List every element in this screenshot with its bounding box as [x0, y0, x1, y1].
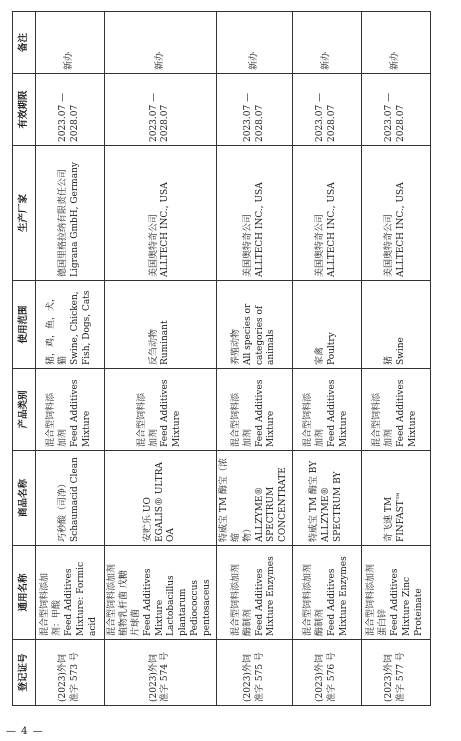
cell-category — [105, 369, 217, 451]
cell-line: (2023)外饲 — [242, 654, 253, 702]
header-manufacturer: 生产厂家 — [13, 146, 36, 281]
cell-line: 植物乳杆菌 戊糖 — [118, 570, 129, 636]
cell-line: 混合型饲料添加剂 — [366, 563, 377, 636]
cell-line: 2028.07 — [327, 104, 338, 142]
cell-line: (2023)外饲 — [148, 654, 159, 702]
cell-line: SPECTRUM BY — [333, 471, 344, 542]
table-row — [105, 12, 217, 706]
cell-line: Mixture: Formic — [75, 561, 86, 636]
cell-line: 2028.07 — [70, 104, 80, 142]
cell-line: 加剂 — [148, 428, 159, 447]
cell-cert-no — [216, 640, 292, 706]
cell-cert-no — [36, 640, 105, 706]
header-validity: 有效期限 — [13, 74, 36, 146]
cell-line: Mixture — [154, 599, 165, 636]
table-header-row — [13, 12, 36, 706]
cell-line: 准字 574 号 — [160, 652, 171, 702]
header-remark: 备注 — [13, 12, 36, 74]
cell-line: 准字 576 号 — [327, 652, 338, 702]
cell-line: 养殖动物 — [230, 328, 241, 365]
cell-line: FINFAST™ — [396, 491, 407, 542]
cell-brand-name — [362, 451, 431, 546]
cell-line: All species or — [242, 303, 253, 365]
cell-remark: 新办 — [216, 12, 292, 74]
cell-line: 加剂 — [384, 428, 395, 447]
cell-line: 剂：甲酸 — [52, 599, 63, 636]
cell-validity — [216, 74, 292, 146]
cell-line: Mixture — [81, 410, 92, 447]
cell-line: 家禽 — [315, 346, 326, 365]
cell-remark: 新办 — [36, 12, 105, 74]
cell-line: 蛋白锌 — [378, 608, 389, 636]
cell-manufacturer — [216, 146, 292, 281]
cell-line: CONCENTRATE — [278, 467, 289, 542]
cell-generic-name — [293, 546, 362, 640]
cell-line: 猫 — [58, 355, 69, 365]
cell-category — [293, 369, 362, 451]
cell-line: Feed Additives — [396, 379, 407, 447]
cell-line: 物） — [242, 523, 253, 542]
cell-line: 美国奥特奇公司 — [315, 213, 326, 277]
cell-validity — [293, 74, 362, 146]
cell-line: ALLTECH INC., USA — [160, 182, 171, 277]
cell-line: acid — [87, 616, 98, 636]
cell-line: 特威宝 TM 酶宝（浓缩 — [218, 458, 241, 542]
cell-line: ALLZYME® — [254, 486, 265, 542]
cell-line: ALLTECH INC., USA — [327, 182, 338, 277]
cell-line: 德国里格拉纳有限责任公司 — [58, 168, 69, 277]
cell-line: Swine, Chicken, — [70, 291, 80, 365]
cell-line: 美国奥特奇公司 — [384, 213, 395, 277]
cell-line: Mixture — [266, 410, 277, 447]
cell-line: Schaumacid Clean — [70, 457, 80, 542]
cell-line: 猪，鸡，鱼，犬， — [46, 292, 57, 365]
cell-line: 混合型饲料添加 — [40, 572, 51, 636]
cell-validity — [36, 74, 105, 146]
cell-line: Ligrana GmbH, Germany — [70, 162, 80, 277]
cell-line: (2023)外饲 — [384, 654, 395, 702]
cell-line: Mixture Zinc — [402, 576, 413, 636]
cell-line: ALLTECH INC., USA — [396, 182, 407, 277]
header-cert-no: 登记证号 — [13, 640, 36, 706]
table-row — [293, 12, 362, 706]
cell-line: categories of — [254, 305, 265, 365]
cell-line: 猪 — [384, 355, 395, 365]
cell-line: 混合型饲料添加剂 — [230, 563, 241, 636]
cell-line: Feed Additives — [70, 379, 80, 447]
cell-scope — [36, 281, 105, 369]
cell-brand-name — [293, 451, 362, 546]
cell-manufacturer — [36, 146, 105, 281]
cell-line: ALLTECH INC., USA — [254, 182, 265, 277]
cell-generic-name — [362, 546, 431, 640]
cell-line: Feed Additives — [160, 379, 171, 447]
cell-line: Mixture — [172, 410, 183, 447]
cell-line: 酶制剂 — [242, 608, 253, 636]
cell-line: Feed Additives — [254, 379, 265, 447]
cell-line: 混合型饲料添 — [46, 392, 57, 447]
cell-line: Feed Additives — [254, 568, 265, 636]
cell-line: 混合型饲料添 — [303, 392, 314, 447]
cell-line: pentosaceus — [202, 579, 212, 636]
table-body — [36, 12, 431, 706]
cell-line: EGALIS® ULTRA OA — [154, 462, 177, 542]
cell-line: 加剂 — [315, 428, 326, 447]
cell-scope — [362, 281, 431, 369]
cell-line: Swine — [396, 337, 407, 365]
cell-line: 2023.07 — — [58, 92, 69, 142]
cell-scope — [105, 281, 217, 369]
cell-line: Poultry — [327, 332, 338, 365]
cell-scope — [293, 281, 362, 369]
cell-line: (2023)外饲 — [58, 654, 69, 702]
cell-line: 2028.07 — [396, 104, 407, 142]
header-generic-name: 通用名称 — [13, 546, 36, 640]
cell-line: 2028.07 — [160, 104, 171, 142]
cell-line: 美国奥特奇公司 — [242, 213, 253, 277]
cell-line: SPECTRUM — [266, 486, 277, 542]
page-number: — 4 — — [6, 726, 44, 737]
cell-remark: 新办 — [362, 12, 431, 74]
cell-category — [36, 369, 105, 451]
cell-generic-name — [105, 546, 217, 640]
cell-line: 奇飞速 TM — [384, 496, 395, 542]
cell-manufacturer — [105, 146, 217, 281]
cell-line: 特威宝 TM 酶宝 BY — [309, 460, 320, 542]
cell-line: Mixture Enzymes — [339, 556, 349, 636]
cell-cert-no — [362, 640, 431, 706]
cell-generic-name — [36, 546, 105, 640]
cell-line: Feed Additives — [390, 568, 401, 636]
cell-line: 准字 573 号 — [70, 652, 80, 702]
cell-line: 加剂 — [58, 428, 69, 447]
cell-remark: 新办 — [293, 12, 362, 74]
cell-validity — [362, 74, 431, 146]
cell-line: Pediococcus — [190, 580, 201, 636]
cell-line: 美国奥特奇公司 — [148, 213, 159, 277]
cell-line: animals — [266, 329, 277, 365]
cell-line: plantarum — [178, 588, 189, 636]
table-row — [216, 12, 292, 706]
cell-line: Feed Additives — [327, 568, 338, 636]
header-category: 产品类别 — [13, 369, 36, 451]
cell-line: 2023.07 — — [242, 92, 253, 142]
cell-line: 2028.07 — [254, 104, 265, 142]
table-row — [362, 12, 431, 706]
cell-brand-name — [105, 451, 217, 546]
cell-line: 反刍动物 — [148, 328, 159, 365]
cell-line: 2023.07 — — [315, 92, 326, 142]
cell-line: ALLZYME® — [321, 486, 332, 542]
cell-brand-name — [216, 451, 292, 546]
cell-line: 安贮乐 UO — [142, 497, 153, 542]
cell-category — [216, 369, 292, 451]
cell-remark: 新办 — [105, 12, 217, 74]
cell-cert-no — [105, 640, 217, 706]
cell-line: 酶制剂 — [315, 608, 326, 636]
cell-line: Mixture Enzymes — [266, 556, 277, 636]
header-scope: 使用范围 — [13, 281, 36, 369]
cell-line: 准字 577 号 — [396, 652, 407, 702]
cell-line: 加剂 — [242, 428, 253, 447]
cell-line: Proteinate — [413, 588, 424, 636]
cell-brand-name — [36, 451, 105, 546]
cell-scope — [216, 281, 292, 369]
cell-cert-no — [293, 640, 362, 706]
cell-line: Mixture — [339, 410, 349, 447]
cell-line: 混合型饲料添 — [136, 392, 147, 447]
cell-line: 混合型饲料添加剂 — [107, 563, 117, 636]
cell-line: 准字 575 号 — [254, 652, 265, 702]
cell-line: Fish, Dogs, Cats — [81, 290, 92, 365]
cell-category — [362, 369, 431, 451]
cell-generic-name — [216, 546, 292, 640]
cell-line: 混合型饲料添 — [372, 392, 383, 447]
header-brand-name: 商品名称 — [13, 451, 36, 546]
cell-manufacturer — [362, 146, 431, 281]
cell-line: Mixture — [408, 410, 418, 447]
cell-line: Feed Additives — [327, 379, 338, 447]
cell-line: Feed Additives — [142, 568, 153, 636]
cell-line: (2023)外饲 — [315, 654, 326, 702]
cell-manufacturer — [293, 146, 362, 281]
cell-line: Lactobacillus — [166, 575, 177, 636]
cell-line: 巧秒酸（司净） — [58, 478, 69, 542]
cell-line: Feed Additives — [64, 568, 75, 636]
cell-line: 片球菌 — [130, 608, 141, 636]
cell-line: 混合型饲料添加剂 — [303, 563, 314, 636]
cell-validity — [105, 74, 217, 146]
registration-table — [12, 11, 431, 706]
cell-line: 混合型饲料添 — [230, 392, 241, 447]
cell-line: 2023.07 — — [148, 92, 159, 142]
cell-line: 2023.07 — — [384, 92, 395, 142]
cell-line: Ruminant — [160, 320, 171, 365]
table-row — [36, 12, 105, 706]
